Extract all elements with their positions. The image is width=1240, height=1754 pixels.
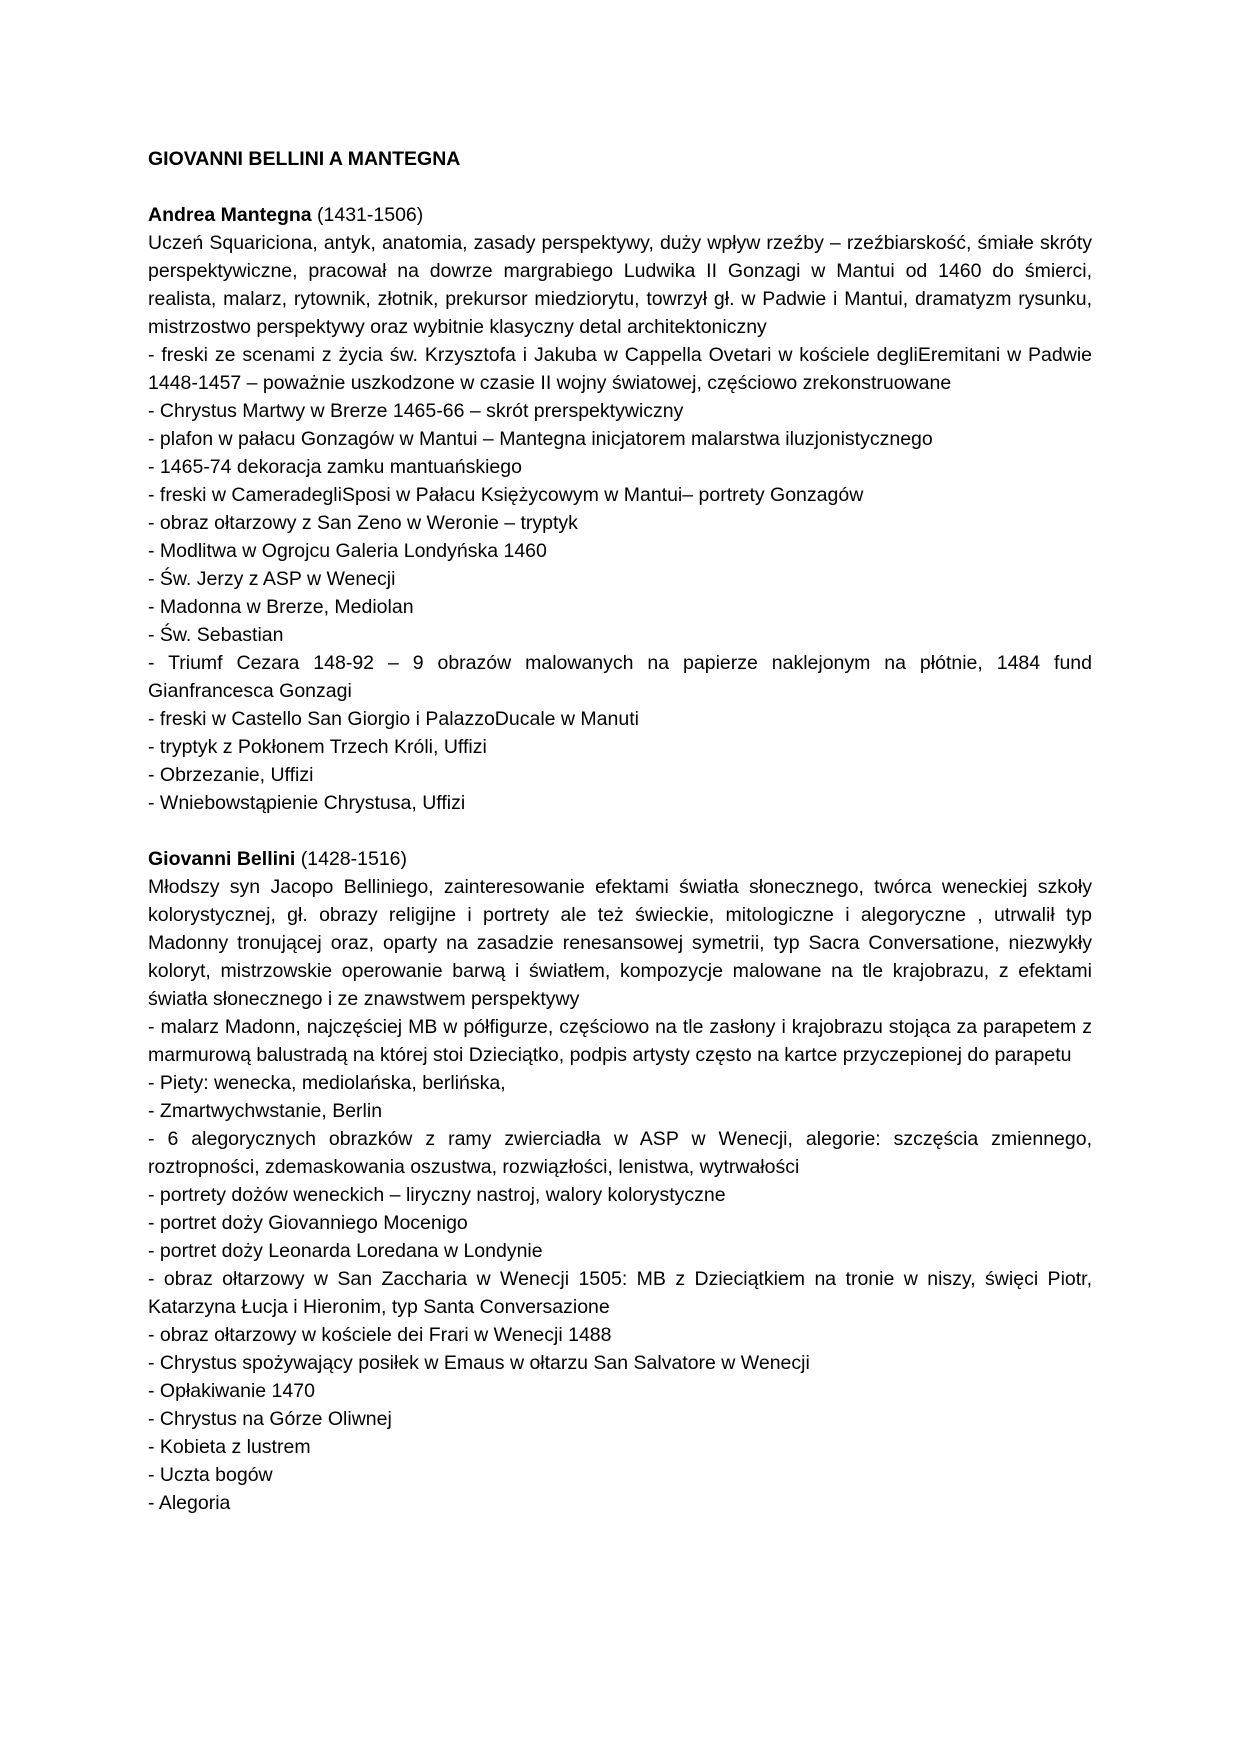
artist-name: Andrea Mantegna	[148, 204, 312, 226]
artist-dates: (1431-1506)	[311, 204, 424, 226]
artist-description: Uczeń Squariciona, antyk, anatomia, zasady perspektywy, duży wpływ rzeźby – rzeźbiarskość, śmiałe skróty perspektywiczne, pracował na dowrze margrabiego Ludwika II Gonzagi w Mantui od 1460 do śmierci, realista, malarz, rytownik, złotnik, prekursor miedziorytu, towrzył gł. w Padwie i Mantui, dramatyzm rysunku, mistrzostwo perspektywy oraz wybitnie klasyczny detal architektoniczny	[148, 232, 1092, 338]
list-item: - obraz ołtarzowy z San Zeno w Weronie – tryptyk	[148, 512, 578, 534]
list-item: - Kobieta z lustrem	[148, 1436, 311, 1458]
list-item: - 1465-74 dekoracja zamku mantuańskiego	[148, 456, 522, 478]
list-item: - Piety: wenecka, mediolańska, berlińska,	[148, 1072, 506, 1094]
list-item: - Triumf Cezara 148-92 – 9 obrazów malowanych na papierze naklejonym na płótnie, 1484 fund Gianfrancesca Gonzagi	[148, 652, 1092, 702]
list-item: - Modlitwa w Ogrojcu Galeria Londyńska 1460	[148, 540, 547, 562]
list-item: - obraz ołtarzowy w San Zaccharia w Wenecji 1505: MB z Dzieciątkiem na tronie w niszy, święci Piotr, Katarzyna Łucja i Hieronim, typ Santa Conversazione	[148, 1268, 1092, 1318]
list-item: - tryptyk z Pokłonem Trzech Króli, Uffizi	[148, 736, 487, 758]
list-item: - Św. Jerzy z ASP w Wenecji	[148, 568, 396, 590]
list-item: - obraz ołtarzowy w kościele dei Frari w Wenecji 1488	[148, 1324, 612, 1346]
section-bellini	[148, 845, 1092, 1517]
document-title: GIOVANNI BELLINI A MANTEGNA	[148, 148, 461, 170]
list-item: - Alegoria	[148, 1492, 231, 1514]
list-item: - Chrystus spożywający posiłek w Emaus w ołtarzu San Salvatore w Wenecji	[148, 1352, 810, 1374]
list-item: - Chrystus na Górze Oliwnej	[148, 1408, 392, 1430]
list-item: - Wniebowstąpienie Chrystusa, Uffizi	[148, 792, 466, 814]
list-item: - 6 alegorycznych obrazków z ramy zwierciadła w ASP w Wenecji, alegorie: szczęścia zmiennego, roztropności, zdemaskowania oszustwa, rozwiązłości, lenistwa, wytrwałości	[148, 1128, 1092, 1178]
section-heading	[148, 845, 1092, 873]
list-item: - Opłakiwanie 1470	[148, 1380, 315, 1402]
section-heading	[148, 201, 1092, 229]
list-item: - Madonna w Brerze, Mediolan	[148, 596, 414, 618]
artist-dates: (1428-1516)	[295, 848, 408, 870]
list-item: - Uczta bogów	[148, 1464, 273, 1486]
section-mantegna	[148, 201, 1092, 817]
list-item: - freski w Castello San Giorgio i PalazzoDucale w Manuti	[148, 708, 639, 730]
works-list	[148, 1013, 1092, 1517]
list-item: - portrety dożów weneckich – liryczny nastroj, walory kolorystyczne	[148, 1184, 726, 1206]
list-item: - Św. Sebastian	[148, 624, 284, 646]
list-item: - Obrzezanie, Uffizi	[148, 764, 314, 786]
list-item: - Zmartwychwstanie, Berlin	[148, 1100, 383, 1122]
artist-name: Giovanni Bellini	[148, 848, 296, 870]
document-page	[148, 145, 1092, 1517]
list-item: - plafon w pałacu Gonzagów w Mantui – Mantegna inicjatorem malarstwa iluzjonistycznego	[148, 428, 933, 450]
list-item: - malarz Madonn, najczęściej MB w półfigurze, częściowo na tle zasłony i krajobrazu stojąca za parapetem z marmurową balustradą na której stoi Dzieciątko, podpis artysty często na kartce przyczepionej do parapetu	[148, 1016, 1092, 1066]
works-list	[148, 341, 1092, 817]
list-item: - Chrystus Martwy w Brerze 1465-66 – skrót prerspektywiczny	[148, 400, 684, 422]
list-item: - freski ze scenami z życia św. Krzysztofa i Jakuba w Cappella Ovetari w kościele degliEremitani w Padwie 1448-1457 – poważnie uszkodzone w czasie II wojny światowej, częściowo zrekonstruowane	[148, 344, 1092, 394]
list-item: - portret doży Giovanniego Mocenigo	[148, 1212, 468, 1234]
list-item: - freski w CameradegliSposi w Pałacu Księżycowym w Mantui– portrety Gonzagów	[148, 484, 864, 506]
artist-description: Młodszy syn Jacopo Belliniego, zainteresowanie efektami światła słonecznego, twórca weneckiej szkoły kolorystycznej, gł. obrazy religijne i portrety ale też świeckie, mitologiczne i alegoryczne , utrwalił typ Madonny tronującej oraz, oparty na zasadzie renesansowej symetrii, typ Sacra Conversatione, niezwykły koloryt, mistrzowskie operowanie barwą i światłem, kompozycje malowane na tle krajobrazu, z efektami światła słonecznego i ze znawstwem perspektywy	[148, 876, 1092, 1010]
list-item: - portret doży Leonarda Loredana w Londynie	[148, 1240, 543, 1262]
